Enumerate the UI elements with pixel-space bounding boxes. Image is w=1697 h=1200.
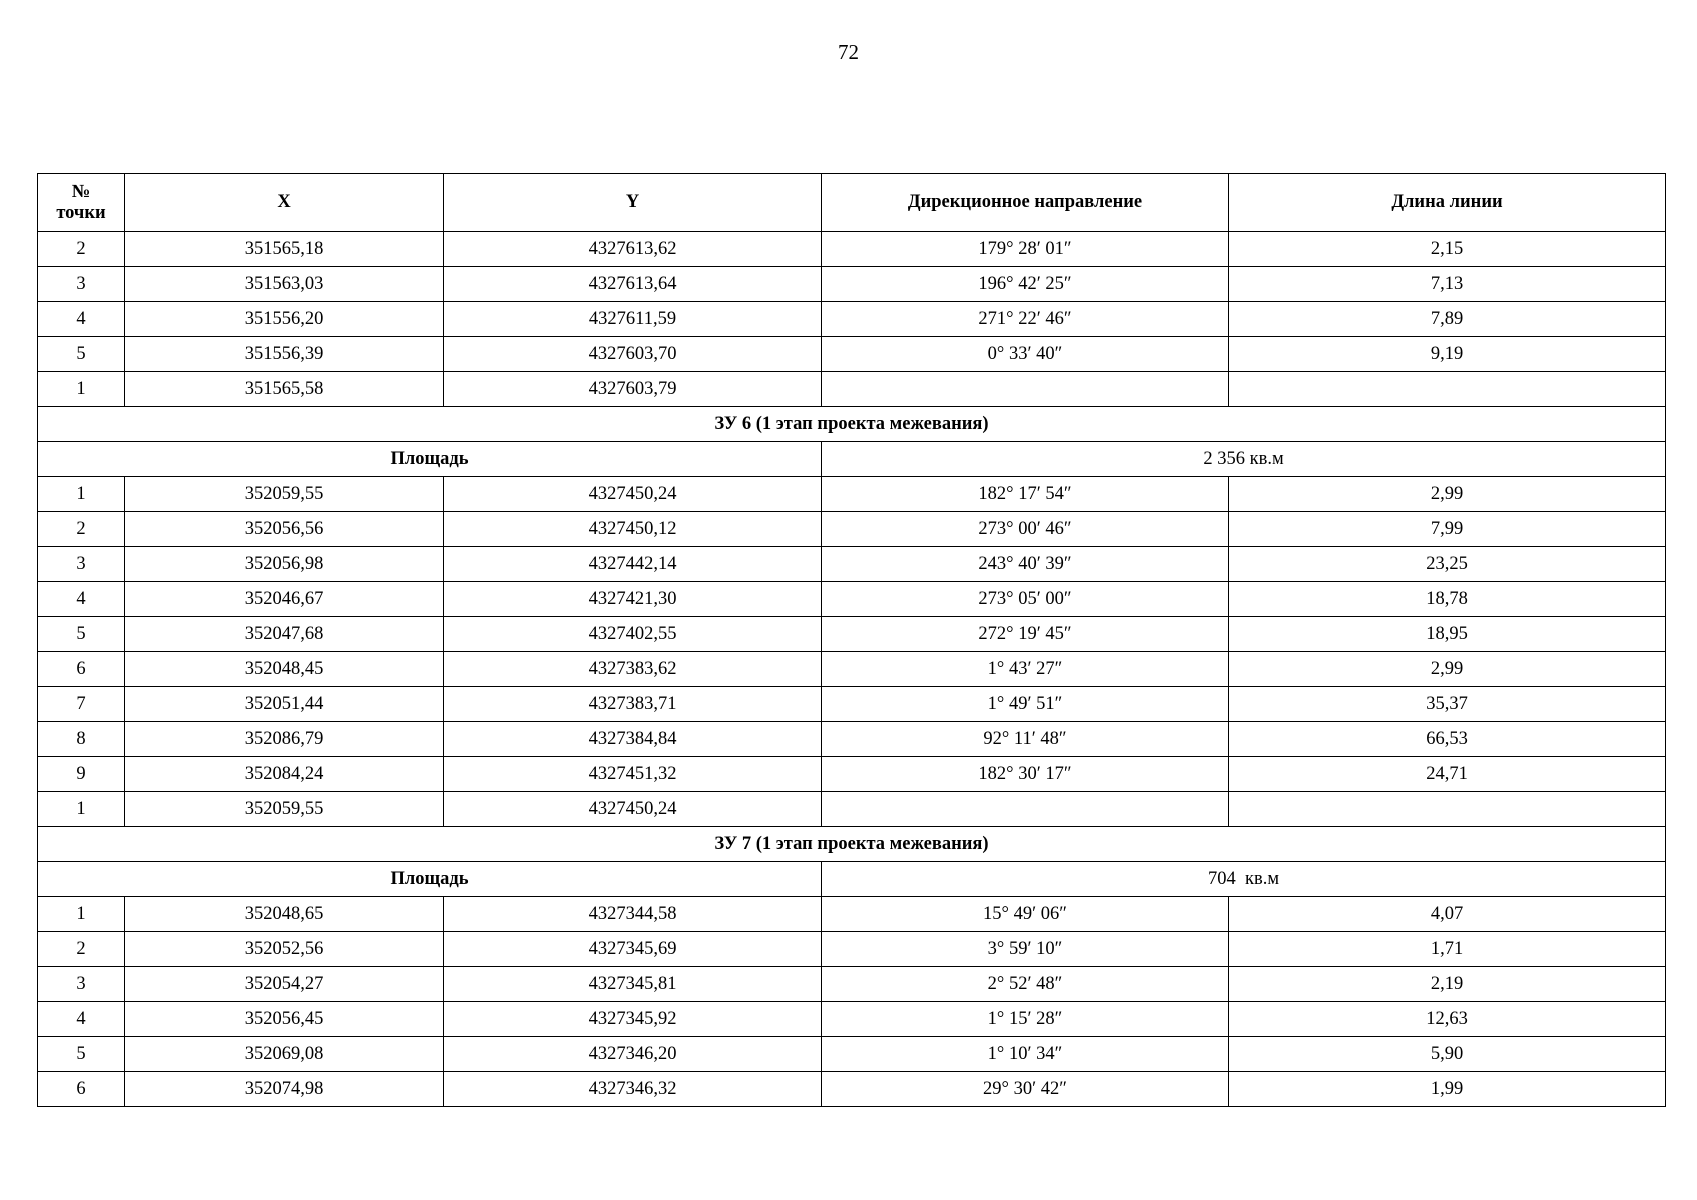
cell-y: 4327384,84: [444, 722, 822, 757]
cell-x: 351563,03: [125, 267, 444, 302]
cell-length: 2,19: [1229, 967, 1666, 1002]
cell-direction: 273° 00′ 46″: [822, 512, 1229, 547]
section-title: ЗУ 7 (1 этап проекта межевания): [38, 827, 1666, 862]
header-point-number: [38, 174, 125, 232]
cell-x: 352074,98: [125, 1072, 444, 1107]
cell-y: 4327603,70: [444, 337, 822, 372]
cell-point-number: 3: [38, 967, 125, 1002]
cell-x: 352084,24: [125, 757, 444, 792]
cell-x: 352048,65: [125, 897, 444, 932]
cell-point-number: 5: [38, 337, 125, 372]
cell-y: 4327442,14: [444, 547, 822, 582]
header-point-number-line2: точки: [56, 202, 106, 223]
cell-length: 4,07: [1229, 897, 1666, 932]
cell-length: 24,71: [1229, 757, 1666, 792]
table-row: [38, 1037, 1666, 1072]
cell-direction: 2° 52′ 48″: [822, 967, 1229, 1002]
cell-direction: [822, 792, 1229, 827]
cell-point-number: 1: [38, 372, 125, 407]
table-row: [38, 477, 1666, 512]
cell-x: 352056,98: [125, 547, 444, 582]
cell-point-number: 2: [38, 232, 125, 267]
cell-direction: 1° 10′ 34″: [822, 1037, 1229, 1072]
header-direction: Дирекционное направление: [822, 174, 1229, 232]
header-x: X: [125, 174, 444, 232]
table-row: [38, 967, 1666, 1002]
cell-y: 4327421,30: [444, 582, 822, 617]
cell-length: 7,99: [1229, 512, 1666, 547]
cell-y: 4327402,55: [444, 617, 822, 652]
cell-point-number: 3: [38, 267, 125, 302]
cell-y: 4327345,81: [444, 967, 822, 1002]
cell-x: 352054,27: [125, 967, 444, 1002]
cell-direction: 271° 22′ 46″: [822, 302, 1229, 337]
header-point-number-line1: №: [71, 181, 91, 202]
table-row: [38, 232, 1666, 267]
cell-length: 35,37: [1229, 687, 1666, 722]
cell-y: 4327613,62: [444, 232, 822, 267]
area-label: Площадь: [38, 862, 822, 897]
cell-y: 4327345,69: [444, 932, 822, 967]
cell-point-number: 1: [38, 792, 125, 827]
cell-length: 9,19: [1229, 337, 1666, 372]
cell-point-number: 4: [38, 582, 125, 617]
cell-x: 352052,56: [125, 932, 444, 967]
cell-y: 4327450,24: [444, 792, 822, 827]
cell-length: 18,78: [1229, 582, 1666, 617]
page-number: 72: [838, 40, 859, 64]
cell-direction: 1° 49′ 51″: [822, 687, 1229, 722]
header-length: Длина линии: [1229, 174, 1666, 232]
cell-point-number: 5: [38, 1037, 125, 1072]
area-row: [38, 442, 1666, 477]
table-row: [38, 582, 1666, 617]
cell-direction: 179° 28′ 01″: [822, 232, 1229, 267]
table-row: [38, 652, 1666, 687]
cell-x: 352051,44: [125, 687, 444, 722]
cell-point-number: 8: [38, 722, 125, 757]
table-row: [38, 302, 1666, 337]
cell-length: 2,99: [1229, 477, 1666, 512]
table-body: [38, 232, 1666, 1107]
cell-point-number: 4: [38, 1002, 125, 1037]
cell-x: 351565,58: [125, 372, 444, 407]
cell-y: 4327450,12: [444, 512, 822, 547]
cell-x: 351556,20: [125, 302, 444, 337]
cell-point-number: 5: [38, 617, 125, 652]
cell-x: 351556,39: [125, 337, 444, 372]
table-row: [38, 932, 1666, 967]
cell-length: 2,99: [1229, 652, 1666, 687]
cell-x: 352046,67: [125, 582, 444, 617]
cell-length: 1,99: [1229, 1072, 1666, 1107]
cell-length: 1,71: [1229, 932, 1666, 967]
cell-length: 23,25: [1229, 547, 1666, 582]
cell-point-number: 7: [38, 687, 125, 722]
cell-direction: 182° 30′ 17″: [822, 757, 1229, 792]
cell-length: 7,89: [1229, 302, 1666, 337]
cell-direction: 196° 42′ 25″: [822, 267, 1229, 302]
cell-x: 352059,55: [125, 477, 444, 512]
section-title: ЗУ 6 (1 этап проекта межевания): [38, 407, 1666, 442]
table-row: [38, 372, 1666, 407]
cell-y: 4327383,62: [444, 652, 822, 687]
cell-x: 352086,79: [125, 722, 444, 757]
area-value: 704 кв.м: [822, 862, 1666, 897]
cell-x: 352059,55: [125, 792, 444, 827]
table-row: [38, 512, 1666, 547]
cell-direction: 243° 40′ 39″: [822, 547, 1229, 582]
cell-y: 4327613,64: [444, 267, 822, 302]
cell-y: 4327603,79: [444, 372, 822, 407]
cell-point-number: 1: [38, 477, 125, 512]
cell-y: 4327346,32: [444, 1072, 822, 1107]
cell-y: 4327611,59: [444, 302, 822, 337]
cell-x: 352047,68: [125, 617, 444, 652]
header-y: Y: [444, 174, 822, 232]
cell-length: 2,15: [1229, 232, 1666, 267]
cell-y: 4327383,71: [444, 687, 822, 722]
cell-x: 352056,45: [125, 1002, 444, 1037]
cell-direction: 273° 05′ 00″: [822, 582, 1229, 617]
table-header-row: [38, 174, 1666, 232]
cell-length: [1229, 372, 1666, 407]
cell-direction: 3° 59′ 10″: [822, 932, 1229, 967]
table-row: [38, 337, 1666, 372]
table-row: [38, 722, 1666, 757]
table-row: [38, 1072, 1666, 1107]
cell-direction: 0° 33′ 40″: [822, 337, 1229, 372]
cell-y: 4327346,20: [444, 1037, 822, 1072]
cell-x: 351565,18: [125, 232, 444, 267]
area-label: Площадь: [38, 442, 822, 477]
cell-length: 12,63: [1229, 1002, 1666, 1037]
cell-direction: 182° 17′ 54″: [822, 477, 1229, 512]
cell-point-number: 1: [38, 897, 125, 932]
table-row: [38, 547, 1666, 582]
coordinates-table: [37, 173, 1666, 1107]
cell-direction: 272° 19′ 45″: [822, 617, 1229, 652]
cell-length: 66,53: [1229, 722, 1666, 757]
cell-point-number: 2: [38, 512, 125, 547]
table-row: [38, 687, 1666, 722]
cell-y: 4327345,92: [444, 1002, 822, 1037]
cell-point-number: 2: [38, 932, 125, 967]
cell-point-number: 9: [38, 757, 125, 792]
cell-y: 4327450,24: [444, 477, 822, 512]
cell-x: 352048,45: [125, 652, 444, 687]
section-title-row: [38, 827, 1666, 862]
cell-y: 4327451,32: [444, 757, 822, 792]
cell-direction: 15° 49′ 06″: [822, 897, 1229, 932]
cell-length: 5,90: [1229, 1037, 1666, 1072]
cell-point-number: 3: [38, 547, 125, 582]
cell-point-number: 4: [38, 302, 125, 337]
table-row: [38, 792, 1666, 827]
table-row: [38, 757, 1666, 792]
cell-x: 352069,08: [125, 1037, 444, 1072]
cell-length: 18,95: [1229, 617, 1666, 652]
table-row: [38, 267, 1666, 302]
cell-point-number: 6: [38, 652, 125, 687]
table-row: [38, 897, 1666, 932]
table-row: [38, 617, 1666, 652]
cell-x: 352056,56: [125, 512, 444, 547]
table-row: [38, 1002, 1666, 1037]
cell-y: 4327344,58: [444, 897, 822, 932]
cell-point-number: 6: [38, 1072, 125, 1107]
cell-direction: [822, 372, 1229, 407]
area-value: 2 356 кв.м: [822, 442, 1666, 477]
cell-length: 7,13: [1229, 267, 1666, 302]
cell-direction: 29° 30′ 42″: [822, 1072, 1229, 1107]
area-row: [38, 862, 1666, 897]
cell-length: [1229, 792, 1666, 827]
section-title-row: [38, 407, 1666, 442]
cell-direction: 92° 11′ 48″: [822, 722, 1229, 757]
cell-direction: 1° 43′ 27″: [822, 652, 1229, 687]
cell-direction: 1° 15′ 28″: [822, 1002, 1229, 1037]
